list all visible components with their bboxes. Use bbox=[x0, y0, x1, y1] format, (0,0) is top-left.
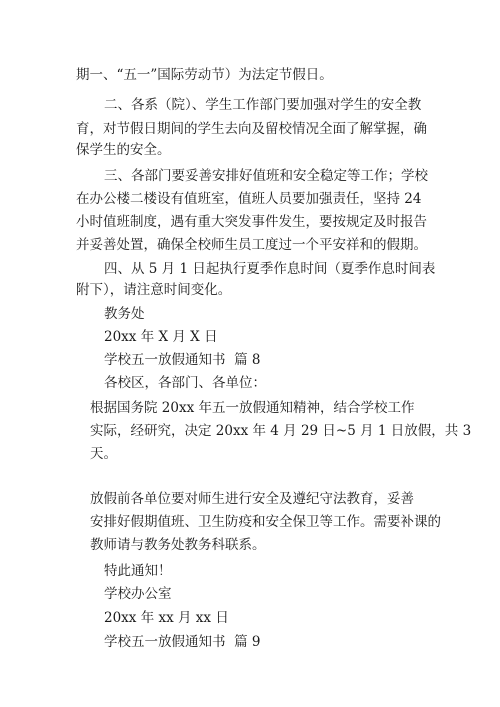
text-line: 教师请与教务处教务科联系。 bbox=[90, 537, 266, 553]
text-line: 根据国务院 20xx 年五一放假通知精神，结合学校工作 bbox=[90, 400, 415, 416]
text-line: 四、从 5 月 1 日起执行夏季作息时间（夏季作息时间表 bbox=[104, 261, 436, 277]
text-line: 各校区，各部门、各单位： bbox=[104, 375, 266, 391]
text-line: 20xx 年 xx 月 xx 日 bbox=[104, 610, 229, 626]
text-line: 学校办公室 bbox=[104, 586, 172, 602]
text-line: 安排好假期值班、卫生防疫和安全保卫等工作。需要补课的 bbox=[90, 514, 441, 530]
text-line: 二、各系（院）、学生工作部门要加强对学生的安全教 bbox=[104, 97, 422, 113]
text-line: 教务处 bbox=[104, 306, 145, 322]
text-line: 并妥善处置，确保全校师生员工度过一个平安祥和的假期。 bbox=[76, 237, 427, 253]
text-line: 学校五一放假通知书 篇 8 bbox=[104, 352, 261, 368]
text-line: 三、各部门要妥善安排好值班和安全稳定等工作；学校 bbox=[104, 168, 428, 184]
text-line: 特此通知！ bbox=[104, 563, 172, 579]
text-line: 小时值班制度，遇有重大突发事件发生，要按规定及时报告 bbox=[76, 214, 427, 230]
text-line: 在办公楼二楼设有值班室，值班人员要加强责任，坚持 24 bbox=[76, 191, 422, 207]
text-line: 天。 bbox=[90, 446, 117, 462]
text-line: 育，对节假日期间的学生去向及留校情况全面了解掌握，确 bbox=[76, 121, 427, 137]
text-line: 附下），请注意时间变化。 bbox=[76, 282, 232, 298]
text-line: 学校五一放假通知书 篇 9 bbox=[104, 634, 261, 650]
text-line: 实际，经研究，决定 20xx 年 4 月 29 日~5 月 1 日放假，共 3 bbox=[90, 423, 472, 439]
text-line: 20xx 年 X 月 X 日 bbox=[104, 329, 218, 345]
text-line: 期一、“五一”国际劳动节）为法定节假日。 bbox=[76, 67, 333, 83]
text-line: 保学生的安全。 bbox=[76, 142, 171, 158]
text-line: 放假前各单位要对师生进行安全及遵纪守法教育，妥善 bbox=[90, 491, 414, 507]
